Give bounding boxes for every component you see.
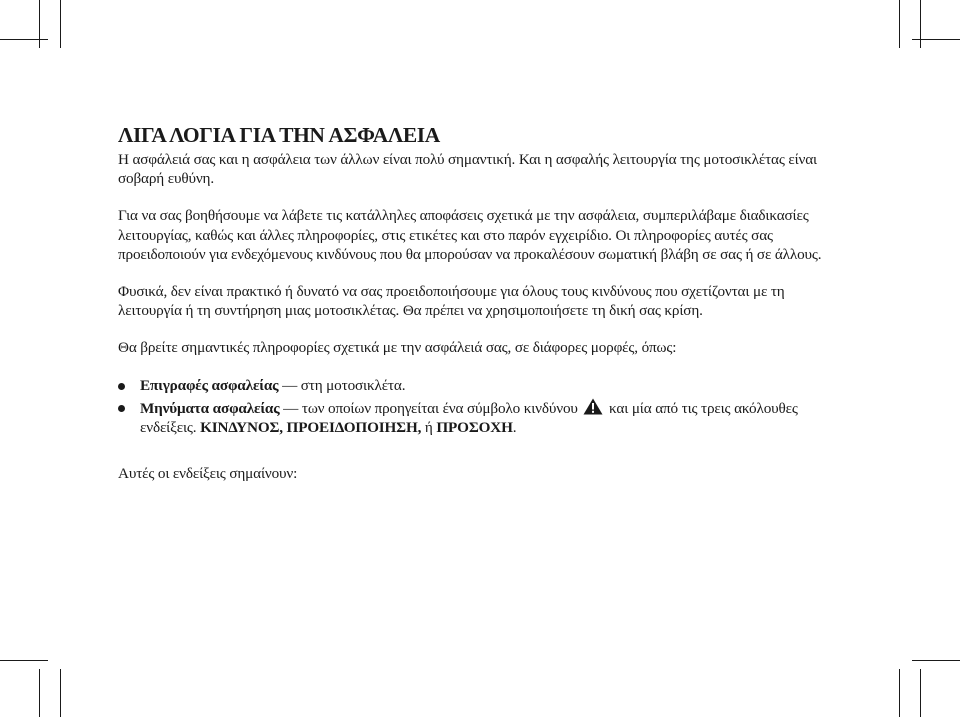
meaning-paragraph: Αυτές οι ενδείξεις σημαίνουν:: [118, 465, 298, 483]
list-item: [118, 398, 842, 437]
bullet-title: Μηνύματα ασφαλείας: [140, 399, 280, 417]
bullet-title: Επιγραφές ασφαλείας: [140, 376, 279, 394]
warning-triangle-icon: [583, 398, 603, 415]
bullet-text: .: [512, 419, 517, 437]
bullet-text: ή: [421, 419, 437, 437]
intro-paragraph: Η ασφάλειά σας και η ασφάλεια των άλλων είναι πολύ σημαντική. Και η ασφαλής λειτουργία της μοτοσικλέτας είναι σοβαρή ευθύνη.: [118, 151, 817, 188]
safety-page: [118, 122, 842, 483]
bullet-text: — στη μοτοσικλέτα.: [278, 376, 406, 394]
page-title: ΛΙΓΑ ΛΟΓΙΑ ΓΙΑ ΤΗΝ ΑΣΦΑΛΕΙΑ: [118, 123, 440, 147]
signal-words: ΚΙΝΔΥΝΟΣ, ΠΡΟΕΙΔΟΠΟΙΗΣΗ,: [200, 419, 422, 437]
crop-mark: [920, 669, 921, 717]
bullet-icon: [118, 405, 125, 412]
crop-mark: [920, 0, 921, 48]
crop-mark: [899, 669, 900, 717]
crop-mark: [39, 669, 40, 717]
signal-word-caution: ΠΡΟΣΟΧΗ: [436, 419, 513, 437]
crop-mark: [60, 0, 61, 48]
bullet-text: και μία από τις τρεις ακόλουθες ενδείξεις.: [140, 399, 798, 437]
help-paragraph: Για να σας βοηθήσουμε να λάβετε τις κατάλληλες αποφάσεις σχετικά με την ασφάλεια, συμπεριλάβαμε διαδικασίες λειτουργίας, καθώς και άλλες πληροφορίες, στις ετικέτες και στο παρόν εγχειρίδιο. Οι πληροφορίες αυτές σας προειδοποιούν για ενδεχόμενους κινδύνους που θα μπορούσαν να προκαλέσουν σωματική βλάβη σε σας ή σε άλλους.: [118, 207, 822, 263]
forms-paragraph: Θα βρείτε σημαντικές πληροφορίες σχετικά με την ασφάλειά σας, σε διάφορες μορφές, όπως:: [118, 339, 677, 357]
bullet-text: — των οποίων προηγείται ένα σύμβολο κινδύνου: [279, 399, 582, 417]
crop-mark: [0, 39, 48, 40]
crop-mark: [60, 669, 61, 717]
bullet-icon: [118, 383, 125, 390]
crop-mark: [912, 660, 960, 661]
safety-forms-list: [118, 376, 842, 438]
practical-paragraph: Φυσικά, δεν είναι πρακτικό ή δυνατό να σας προειδοποιήσουμε για όλους τους κινδύνους που σχετίζονται με τη λειτουργία ή τη συντήρηση μιας μοτοσικλέτας. Θα πρέπει να χρησιμοποιήσετε τη δική σας κρίση.: [118, 283, 785, 320]
list-item: [118, 376, 842, 395]
crop-mark: [39, 0, 40, 48]
crop-mark: [0, 660, 48, 661]
crop-mark: [899, 0, 900, 48]
